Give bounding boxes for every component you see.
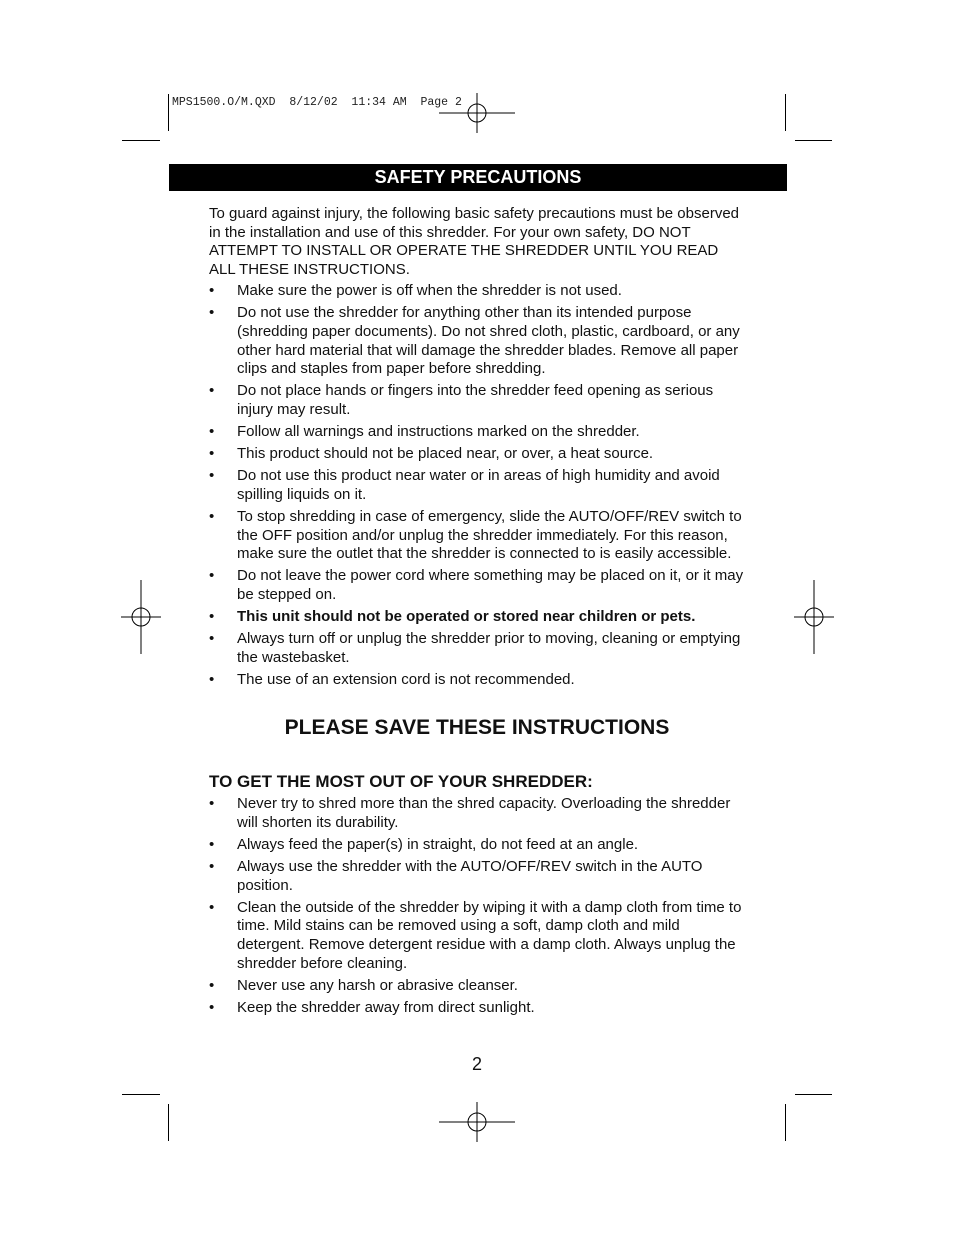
tips-list (209, 795, 745, 1017)
crop-mark-top-left-h (122, 140, 160, 141)
bullet-icon: • (209, 835, 215, 853)
list-item: • Do not leave the power cord where something may be placed on it, or it may be stepped on. (209, 567, 744, 603)
list-item: • Do not use the shredder for anything other than its intended purpose (shredding paper documents). Do not shred cloth, plastic, cardboard, or any other hard material that will damage the shredder blades. Remove all paper clips and staples from paper before shredding. (209, 304, 740, 378)
bullet-icon: • (209, 670, 215, 688)
list-item: • Always turn off or unplug the shredder prior to moving, cleaning or emptying the wastebasket. (209, 629, 741, 666)
registration-mark-left-icon (121, 580, 161, 654)
safety-list (209, 282, 745, 689)
bullet-icon: • (209, 607, 215, 625)
list-item: • Always use the shredder with the AUTO/OFF/REV switch in the AUTO position. (209, 858, 703, 894)
bullet-icon: • (209, 423, 215, 441)
list-item: • Do not use this product near water or in areas of high humidity and avoid spilling liquids on it. (209, 467, 720, 503)
list-item: • Never use any harsh or abrasive cleanser. (209, 976, 518, 994)
registration-mark-top-icon (439, 93, 515, 133)
bullet-icon: • (209, 304, 215, 322)
crop-mark-bottom-left-v (168, 1104, 169, 1141)
list-item: • This product should not be placed near, or over, a heat source. (209, 445, 654, 463)
bullet-icon: • (209, 567, 215, 585)
list-item: • Clean the outside of the shredder by wiping it with a damp cloth from time to time. Mild stains can be removed using a soft, damp cloth and mild detergent. Remove detergent residue with a damp cloth. Always unplug the shredder before cleaning. (209, 898, 742, 972)
section-header-bar (169, 164, 787, 191)
bullet-icon: • (209, 998, 215, 1016)
most-out-heading: TO GET THE MOST OUT OF YOUR SHREDDER: (209, 772, 593, 792)
page-number: 2 (471, 1054, 482, 1074)
list-item: • Make sure the power is off when the shredder is not used. (209, 282, 622, 300)
crop-mark-bottom-right-v (785, 1104, 786, 1141)
crop-mark-top-left-v (168, 94, 169, 131)
bullet-icon: • (209, 795, 215, 813)
list-item: • Never try to shred more than the shred capacity. Overloading the shredder will shorten its durability. (209, 795, 731, 831)
bullet-icon: • (209, 467, 215, 485)
print-slug-line: MPS1500.O/M.QXD 8/12/02 11:34 AM Page 2 (172, 96, 462, 109)
save-instructions-title: PLEASE SAVE THESE INSTRUCTIONS (284, 716, 670, 740)
list-item: • Do not place hands or fingers into the shredder feed opening as serious injury may result. (209, 382, 714, 418)
bullet-icon: • (209, 445, 215, 463)
bullet-icon: • (209, 629, 215, 647)
bullet-icon: • (209, 976, 215, 994)
list-item-warning: • This unit should not be operated or stored near children or pets. (209, 607, 696, 625)
bullet-icon: • (209, 282, 215, 300)
bullet-icon: • (209, 898, 215, 916)
bullet-icon: • (209, 507, 215, 525)
list-item: • Always feed the paper(s) in straight, do not feed at an angle. (209, 835, 639, 853)
crop-mark-bottom-left-h (122, 1094, 160, 1095)
list-item: • Keep the shredder away from direct sunlight. (209, 998, 535, 1016)
registration-mark-bottom-icon (439, 1102, 515, 1142)
intro-paragraph: To guard against injury, the following basic safety precautions must be observed in the installation and use of this shredder. For your own safety, DO NOT ATTEMPT TO INSTALL OR OPERATE THE SHREDDER UNTIL YOU READ ALL THESE INSTRUCTIONS. (209, 205, 740, 278)
crop-mark-top-right-v (785, 94, 786, 131)
list-item: • The use of an extension cord is not recommended. (209, 670, 575, 688)
crop-mark-top-right-h (795, 140, 832, 141)
section-title: SAFETY PRECAUTIONS (374, 167, 582, 187)
crop-mark-bottom-right-h (795, 1094, 832, 1095)
list-item: • Follow all warnings and instructions marked on the shredder. (209, 423, 640, 441)
registration-mark-right-icon (794, 580, 834, 654)
list-item: • To stop shredding in case of emergency, slide the AUTO/OFF/REV switch to the OFF position and/or unplug the shredder immediately. For this reason, make sure the outlet that the shredder is connected to is easily accessible. (209, 507, 742, 563)
main-content (209, 205, 745, 1021)
bullet-icon: • (209, 858, 215, 876)
bullet-icon: • (209, 382, 215, 400)
